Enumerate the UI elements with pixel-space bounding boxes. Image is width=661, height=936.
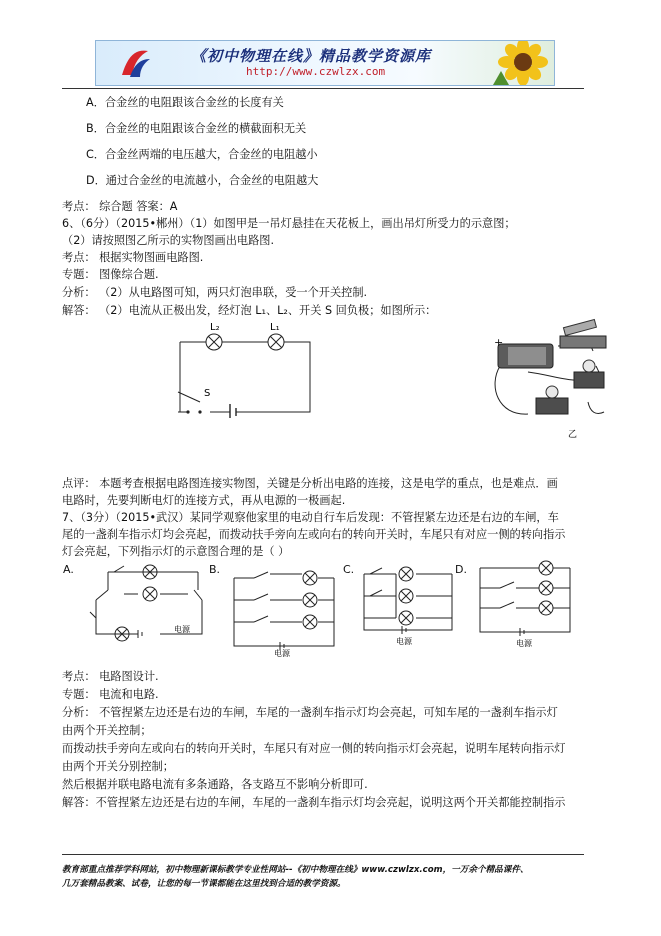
q7-line-3: 灯会亮起，下列指示灯的示意图合理的是（ ） bbox=[62, 545, 290, 558]
footer-line-2: 几万套精品教案、试卷，让您的每一节课都能在这里找到合适的教学资源。 bbox=[62, 879, 346, 889]
sunflower-icon bbox=[491, 41, 553, 85]
footer-rule bbox=[62, 854, 584, 855]
q7-fenxi-2: 由两个开关控制； bbox=[62, 724, 152, 737]
q5-meta: 考点： 综合题 答案：A bbox=[62, 200, 178, 213]
q7-c-power-label: 电源 bbox=[396, 637, 412, 646]
q7-circuit-a bbox=[78, 560, 210, 656]
logo-icon bbox=[118, 45, 154, 81]
q6-line-1: 6、（6分）（2015•郴州）（1）如图甲是一吊灯悬挂在天花板上，画出吊灯所受力的示意图； bbox=[62, 217, 516, 230]
q7-fenxi-4: 由两个开关分别控制； bbox=[62, 760, 174, 773]
q7-a-power-label: 电源 bbox=[174, 625, 190, 634]
q7-option-d-label: D. bbox=[455, 563, 467, 576]
q7-fenxi-1: 分析： 不管捏紧左边还是右边的车闸，车尾的一盏刹车指示灯均会亮起，可知车尾的一盏刹车指示灯 bbox=[62, 706, 558, 719]
q6-dianping-1: 点评： 本题考查根据电路图连接实物图，关键是分析出电路的连接，这是电学的重点，也是难点．画 bbox=[62, 477, 558, 490]
q7-fenxi-3: 而拨动扶手旁向左或向右的转向开关时，车尾只有对应一侧的转向指示灯会亮起，说明车尾转向指示灯 bbox=[62, 742, 566, 755]
q7-option-a-label: A. bbox=[63, 563, 74, 576]
q7-circuit-c bbox=[356, 560, 456, 650]
q7-kaodian: 考点： 电路图设计. bbox=[62, 670, 159, 683]
svg-text:+: + bbox=[494, 336, 504, 349]
label-s: S bbox=[204, 388, 211, 399]
q6-jieda: 解答： （2）电流从正极出发，经灯泡 L₁、L₂、开关 S 回负极；如图所示： bbox=[62, 304, 437, 317]
q7-circuit-d bbox=[470, 560, 580, 652]
physical-circuit-picture bbox=[478, 316, 608, 442]
q6-line-2: （2）请按照图乙所示的实物图画出电路图. bbox=[62, 234, 275, 247]
q7-line-1: 7、（3分）（2015•武汉）某同学观察他家里的电动自行车后发现：不管捏紧左边还是右边的车闸，车 bbox=[62, 511, 559, 524]
q6-zhuanti: 专题： 图像综合题. bbox=[62, 268, 159, 281]
q7-line-2: 尾的一盏刹车指示灯均会亮起，而拨动扶手旁向左或向右的转向开关时，车尾只有对应一侧的转向指示 bbox=[62, 528, 566, 541]
header-rule bbox=[62, 88, 584, 89]
footer-line-1: 教育部重点推荐学科网站，初中物理新课标教学专业性网站--《初中物理在线》www.czwlzx.com，一万余个精品课件、 bbox=[62, 865, 529, 875]
q6-kaodian: 考点： 根据实物图画电路图. bbox=[62, 251, 204, 264]
label-yi: 乙 bbox=[568, 430, 578, 440]
q7-zhuanti: 专题： 电流和电路. bbox=[62, 688, 159, 701]
q5-option-c: C．合金丝两端的电压越大，合金丝的电阻越小 bbox=[86, 148, 318, 161]
q6-fenxi: 分析： （2）从电路图可知，两只灯泡串联，受一个开关控制. bbox=[62, 286, 368, 299]
label-l1: L₁ bbox=[270, 322, 280, 333]
q7-d-power-label: 电源 bbox=[516, 639, 532, 648]
q7-jieda: 解答：不管捏紧左边还是右边的车闸，车尾的一盏刹车指示灯均会亮起，说明这两个开关都能控制指示 bbox=[62, 796, 566, 809]
q7-option-c-label: C. bbox=[343, 563, 355, 576]
banner-url: http://www.czwlzx.com bbox=[246, 65, 386, 78]
q7-fenxi-5: 然后根据并联电路电流有多条通路，各支路互不影响分析即可. bbox=[62, 778, 368, 791]
label-l2: L₂ bbox=[210, 322, 220, 333]
q7-b-power-label: 电源 bbox=[274, 649, 290, 658]
q6-dianping-2: 电路时，先要判断电灯的连接方式，再从电源的一极画起. bbox=[62, 494, 346, 507]
q5-option-a: A．合金丝的电阻跟该合金丝的长度有关 bbox=[86, 96, 284, 109]
q5-option-b: B．合金丝的电阻跟该合金丝的横截面积无关 bbox=[86, 122, 307, 135]
series-circuit-diagram bbox=[170, 318, 320, 418]
q7-circuit-b bbox=[224, 560, 340, 658]
banner-title: 《初中物理在线》精品教学资源库 bbox=[191, 47, 432, 65]
q5-option-d: D．通过合金丝的电流越小，合金丝的电阻越大 bbox=[86, 174, 319, 187]
header-banner bbox=[95, 40, 555, 86]
q7-option-b-label: B. bbox=[209, 563, 221, 576]
